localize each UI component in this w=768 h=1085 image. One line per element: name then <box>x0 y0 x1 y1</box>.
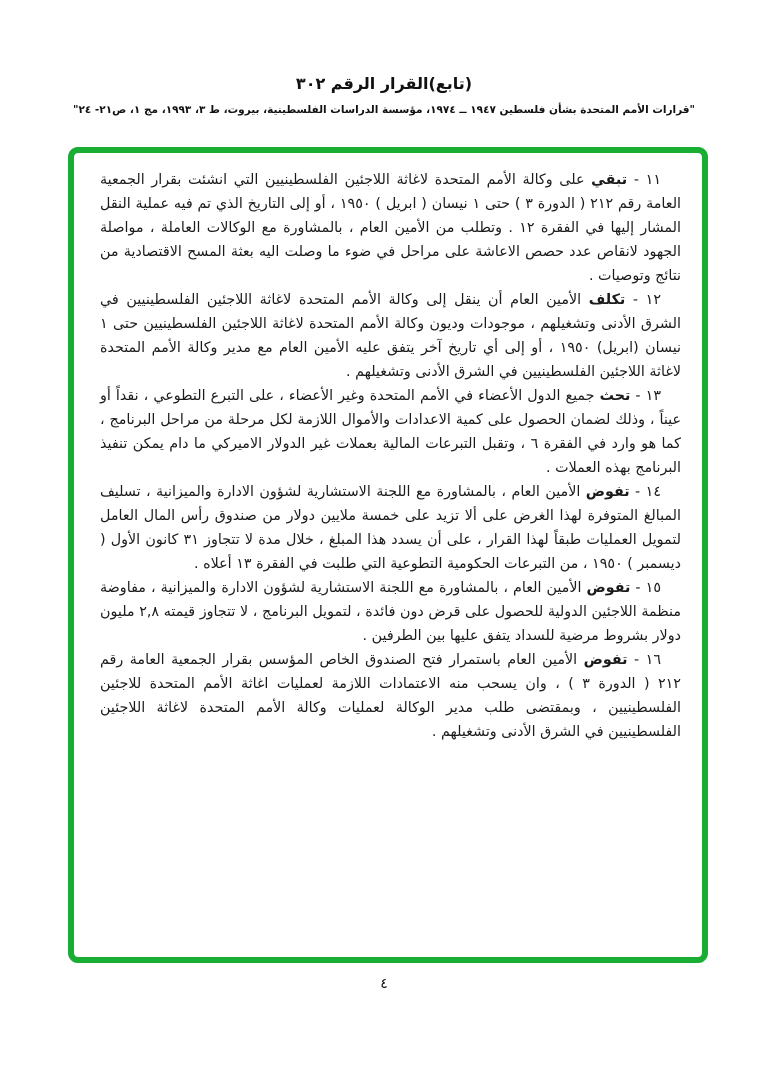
paragraph-number: ١٦ - <box>627 652 662 668</box>
resolution-paragraph-12 <box>100 288 681 384</box>
paragraph-lead-word: تفوض <box>585 484 630 500</box>
source-citation-line: "قرارات الأمم المتحدة بشأن فلسطين ١٩٤٧ ــ ١٩٧٤، مؤسسة الدراسات الفلسطينية، بيروت، ط ٣، ١٩٩٣، مج ١، ص٢١- ٢٤" <box>72 104 696 116</box>
paragraph-number: ١٥ - <box>630 580 662 596</box>
paragraph-text: الأمين العام باستمرار فتح الصندوق الخاص المؤسس بقرار الجمعية العامة رقم ٢١٢ ( الدورة ٣ ) ، وان يسحب منه الاعتمادات اللازمة لعمليات اغاثة الأمم المتحدة للاجئين الفلسطينيين ، وبمقتضى طلب مدير الوكالة لعمليات وكالة الأمم المتحدة لاغاثة اللاجئين الفلسطينيين في الشرق الأدنى وتشغيلهم . <box>100 652 681 740</box>
resolution-title: (تابع)القرار الرقم ٣٠٢ <box>295 74 473 93</box>
paragraph-lead-word: تفوض <box>586 580 631 596</box>
resolution-paragraph-15 <box>100 576 681 648</box>
resolution-paragraph-11 <box>100 168 681 288</box>
paragraph-number: ١٢ - <box>625 292 662 308</box>
paragraph-number: ١١ - <box>627 172 662 188</box>
paragraph-lead-word: تبقي <box>591 172 628 188</box>
resolution-text-box <box>68 147 708 963</box>
resolution-paragraph-14 <box>100 480 681 576</box>
paragraph-lead-word: تفوض <box>583 652 628 668</box>
paragraph-number: ١٣ - <box>630 388 662 404</box>
page-number: ٤ <box>380 976 388 992</box>
paragraph-lead-word: تحث <box>599 388 631 404</box>
paragraph-text: الأمين العام أن ينقل إلى وكالة الأمم المتحدة لاغاثة اللاجئين الفلسطينيين في الشرق الأدنى وتشغيلهم ، موجودات وديون وكالة الأمم المتحدة لاغاثة اللاجئين الفلسطينيين حتى ١ نيسان (ابريل) ١٩٥٠ ، أو إلى أي تاريخ آخر يتفق عليه الأمين العام مع مدير وكالة الأمم المتحدة لاغاثة اللاجئين الفلسطينيين في الشرق الأدنى وتشغيلهم . <box>100 292 682 380</box>
paragraph-text: على وكالة الأمم المتحدة لاغاثة اللاجئين الفلسطينيين التي انشئت بقرار الجمعية العامة رقم ٢١٢ ( الدورة ٣ ) حتى ١ نيسان ( ابريل ) ١٩٥٠ ، أو إلى التاريخ الذي تم فيه عملية النقل المشار إليها في الفقرة ١٢ . وتطلب من الأمين العام ، بالمشاورة مع الوكالات العاملة ، مواصلة الجهود لانقاص عدد حصص الاعاشة على مراحل في ضوء ما وصلت اليه بعثة المسح الاقتصادية من نتائج وتوصيات . <box>100 172 682 284</box>
paragraph-lead-word: تكلف <box>588 292 626 308</box>
resolution-paragraph-16 <box>100 648 681 744</box>
resolution-paragraph-13 <box>100 384 681 480</box>
paragraph-text: الأمين العام ، بالمشاورة مع اللجنة الاستشارية لشؤون الادارة والميزانية ، تسليف المبالغ المتوفرة لهذا الغرض على ألا تزيد على خمسة ملايين دولار من صندوق رأس المال العامل لتمويل العمليات طبقاً لهذا القرار ، على أن يسدد هذا المبلغ ، خلال مدة لا تتجاوز ٣١ كانون الأول ( ديسمبر ) ١٩٥٠ ، من التبرعات الحكومية التطوعية التي طلبت في الفقرة ١٣ أعلاه . <box>100 484 681 572</box>
paragraph-text: الأمين العام ، بالمشاورة مع اللجنة الاستشارية لشؤون الادارة والميزانية ، مفاوضة منظمة اللاجئين الدولية للحصول على قرض دون فائدة ، لتمويل البرنامج ، لا تتجاوز قيمته ٢,٨ مليون دولار بشروط مرضية للسداد يتفق عليها بين الطرفين . <box>100 580 681 644</box>
paragraph-text: جميع الدول الأعضاء في الأمم المتحدة وغير الأعضاء ، على التبرع التطوعي ، نقداً أو عيناً ، وذلك لضمان الحصول على كمية الاعدادات والأموال اللازمة لكل مرحلة من مراحل البرنامج ، كما هو وارد في الفقرة ٦ ، وتقبل التبرعات المالية بعملات غير الدولار الاميركي ما دام يمكن تنفيذ البرنامج بهذه العملات . <box>100 388 681 476</box>
paragraph-number: ١٤ - <box>629 484 661 500</box>
